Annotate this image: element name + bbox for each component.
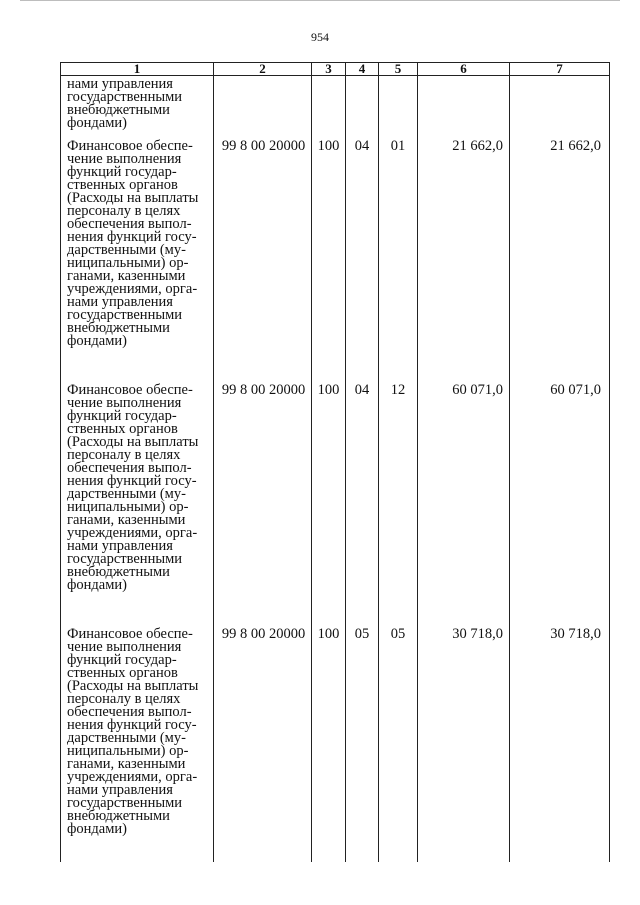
row-amount-2: 60 071,0 (510, 384, 610, 628)
row-subsection: 12 (379, 384, 418, 628)
row-section: 04 (346, 384, 379, 628)
column-header-3: 3 (312, 63, 346, 76)
row-amount-2: 30 718,0 (510, 628, 610, 862)
row-expense-type (312, 76, 346, 141)
row-section: 05 (346, 628, 379, 862)
row-description: Финансовое обеспе- чение выполнения функций государ- ственных органов (Расходы на выплаты персоналу в целях обеспечения выпол- нения функций госу- дарственными (му- ниципальными) ор- ганами, казенными учреждениями, орга- нами управления государственными внебюджетными фондами) (61, 628, 214, 862)
column-header-1: 1 (61, 63, 214, 76)
budget-table (60, 62, 610, 862)
row-amount-2: 21 662,0 (510, 140, 610, 384)
row-subsection: 05 (379, 628, 418, 862)
table-row (61, 76, 610, 141)
column-header-4: 4 (346, 63, 379, 76)
row-target-code: 99 8 00 20000 (214, 628, 312, 862)
row-expense-type: 100 (312, 384, 346, 628)
row-amount-1: 30 718,0 (418, 628, 510, 862)
row-target-code: 99 8 00 20000 (214, 384, 312, 628)
table-row (61, 140, 610, 384)
row-description: Финансовое обеспе- чение выполнения функций государ- ственных органов (Расходы на выплаты персоналу в целях обеспечения выпол- нения функций госу- дарственными (му- ниципальными) ор- ганами, казенными учреждениями, орга- нами управления государственными внебюджетными фондами) (61, 384, 214, 628)
row-subsection (379, 76, 418, 141)
column-header-5: 5 (379, 63, 418, 76)
row-section (346, 76, 379, 141)
table-row (61, 384, 610, 628)
row-description: Финансовое обеспе- чение выполнения функций государ- ственных органов (Расходы на выплаты персоналу в целях обеспечения выпол- нения функций госу- дарственными (му- ниципальными) ор- ганами, казенными учреждениями, орга- нами управления государственными внебюджетными фондами) (61, 140, 214, 384)
table-row (61, 628, 610, 862)
row-amount-1: 21 662,0 (418, 140, 510, 384)
row-target-code (214, 76, 312, 141)
scan-top-edge (20, 0, 620, 1)
column-header-2: 2 (214, 63, 312, 76)
row-target-code: 99 8 00 20000 (214, 140, 312, 384)
column-header-6: 6 (418, 63, 510, 76)
row-amount-2 (510, 76, 610, 141)
row-section: 04 (346, 140, 379, 384)
row-expense-type: 100 (312, 628, 346, 862)
row-expense-type: 100 (312, 140, 346, 384)
page-number: 954 (311, 30, 329, 44)
row-subsection: 01 (379, 140, 418, 384)
row-amount-1 (418, 76, 510, 141)
table-header-row (61, 63, 610, 76)
row-amount-1: 60 071,0 (418, 384, 510, 628)
column-header-7: 7 (510, 63, 610, 76)
row-description: нами управления государственными внебюджетными фондами) (61, 76, 214, 141)
